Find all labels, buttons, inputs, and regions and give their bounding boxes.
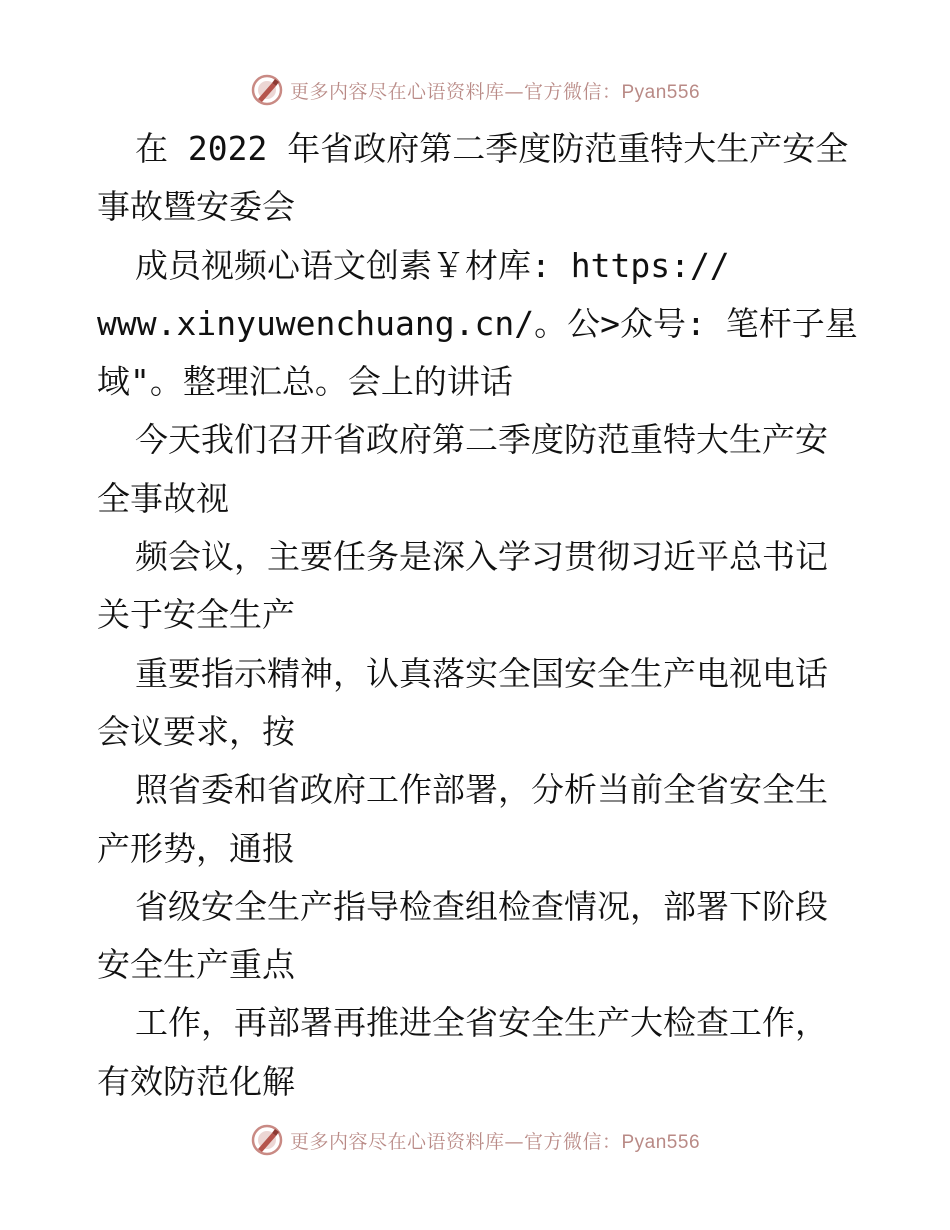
banner-message: 更多内容尽在心语资料库—官方微信： — [289, 1130, 622, 1153]
text-line: 频会议，主要任务是深入学习贯彻习近平总书记 — [135, 537, 828, 577]
wechat-id: Pyan556 — [621, 81, 701, 103]
text-line: 安全生产重点 — [97, 945, 295, 985]
banner-text — [290, 1127, 700, 1154]
text-line: 工作，再部署再推进全省安全生产大检查工作， — [135, 1003, 828, 1043]
text-line: 照省委和省政府工作部署，分析当前全省安全生 — [135, 770, 828, 810]
text-line: 事故暨安委会 — [97, 187, 295, 227]
text-line: 域"。整理汇总。会上的讲话 — [97, 362, 513, 402]
red-circle-pen-logo-icon — [250, 1123, 284, 1157]
text-line: 在 2022 年省政府第二季度防范重特大生产安全 — [135, 129, 849, 168]
text-line: www.xinyuwenchuang.cn/。公>众号: 笔杆子星 — [97, 303, 858, 343]
banner-text — [290, 77, 700, 104]
text-line: 会议要求，按 — [97, 711, 295, 751]
text-line: 产形势，通报 — [97, 828, 295, 868]
text-line: 有效防范化解 — [97, 1061, 295, 1101]
text-line: 重要指示精神，认真落实全国安全生产电视电话 — [135, 653, 828, 693]
red-circle-pen-logo-icon — [250, 73, 284, 107]
header-banner — [0, 72, 950, 108]
text-line: 成员视频心语文创素￥材库: https:// — [135, 245, 730, 285]
wechat-id: Pyan556 — [621, 1131, 701, 1153]
text-line: 全事故视 — [97, 478, 229, 518]
banner-message: 更多内容尽在心语资料库—官方微信： — [289, 80, 622, 103]
text-line: 省级安全生产指导检查组检查情况，部署下阶段 — [135, 886, 828, 926]
text-line: 今天我们召开省政府第二季度防范重特大生产安 — [135, 420, 828, 460]
document-body — [97, 120, 867, 1111]
text-line: 关于安全生产 — [97, 595, 295, 635]
footer-banner — [0, 1122, 950, 1158]
